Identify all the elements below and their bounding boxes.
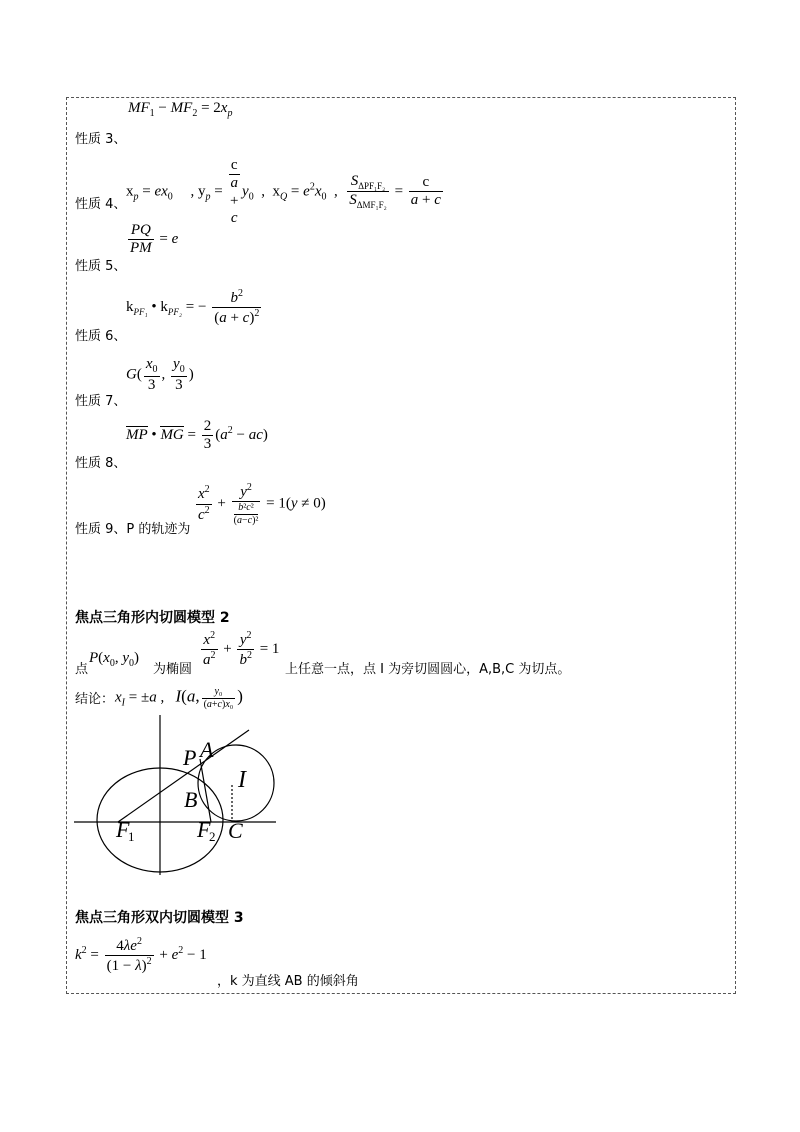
formula-conclusion: $x_I = \pm a$ , I(a, $\frac{\text{y₀}}{\text{(a+c)x₀}}$ ) (115, 686, 243, 710)
text-statement-suffix: 上任意一点，点 I 为旁切圆圆心，A,B,C 为切点。 (285, 662, 571, 677)
formula-model-3: $k^2$ = $\frac{4\lambda e^2}{(1 - \lambda)^2}$ + $e^2 - 1$ (75, 936, 207, 975)
formula-point-p: $P(x_0$, $y_0$) (89, 650, 140, 669)
formula-property-5: $\frac{PQ}{PM}$ = e (130, 222, 179, 257)
label-property-5: 性质 5、 (75, 259, 127, 274)
label-property-6: 性质 6、 (75, 329, 127, 344)
label-property-7: 性质 7、 (75, 394, 127, 409)
label-property-8: 性质 8、 (75, 456, 127, 471)
text-model-3-suffix: ，k 为直线 AB 的倾斜角 (217, 974, 359, 989)
text-conclusion-label: 结论： (75, 692, 115, 707)
text-point-prefix: 点 (75, 662, 89, 677)
label-f1-sub: 1 (128, 829, 135, 844)
ellipse-figure (66, 715, 286, 875)
label-i: I (238, 767, 246, 793)
formula-property-8: MP • MG = $\frac{2}{3}$ $(a^2 - ac)$ (126, 418, 268, 453)
heading-model-2: 焦点三角形内切圆模型 2 (75, 610, 230, 626)
formula-property-6: $k_{PF_1}$ • $k_{PF_2}$ = − $\frac{b^2}{(a + c)^2}$ (126, 288, 260, 327)
label-b: B (184, 787, 198, 812)
label-a: A (200, 737, 214, 762)
label-f2-sub: 2 (209, 829, 216, 844)
formula-property-3: $MF_1 - MF_2 = 2x_p$ (128, 100, 233, 119)
label-property-3: 性质 3、 (75, 132, 127, 147)
formula-property-9: $\frac{x^2}{c^2}$ + $y^2$ b²c² (a−c)² = 1(y ≠ 0) (198, 482, 326, 526)
label-f1: F (116, 817, 130, 842)
formula-ellipse: $\frac{x^2}{a^2}$ + $\frac{y^2}{b^2}$ = 1 (203, 630, 280, 669)
label-c: C (228, 818, 243, 843)
heading-model-3: 焦点三角形双内切圆模型 3 (75, 910, 244, 926)
formula-property-4: $x_p = ex_0$ , $y_p$ = c a + c $y_0$ , $x_Q = e^2x_0$ , $\frac{S_{\Delta PF_1F_2}}{S_{\Delta MF_1F_2}}$ = $\frac{c}{a + c}$ (126, 157, 441, 226)
label-f2: F (197, 817, 211, 842)
label-p: P (183, 745, 197, 770)
text-ellipse-mid: 为椭圆 (153, 662, 193, 677)
label-property-4: 性质 4、 (75, 197, 127, 212)
formula-property-7: G( $\frac{x_0}{3}$ , $\frac{y_0}{3}$ ) (126, 356, 194, 393)
segment-p-f2 (200, 759, 211, 822)
label-property-9: 性质 9、P 的轨迹为 (75, 522, 191, 537)
